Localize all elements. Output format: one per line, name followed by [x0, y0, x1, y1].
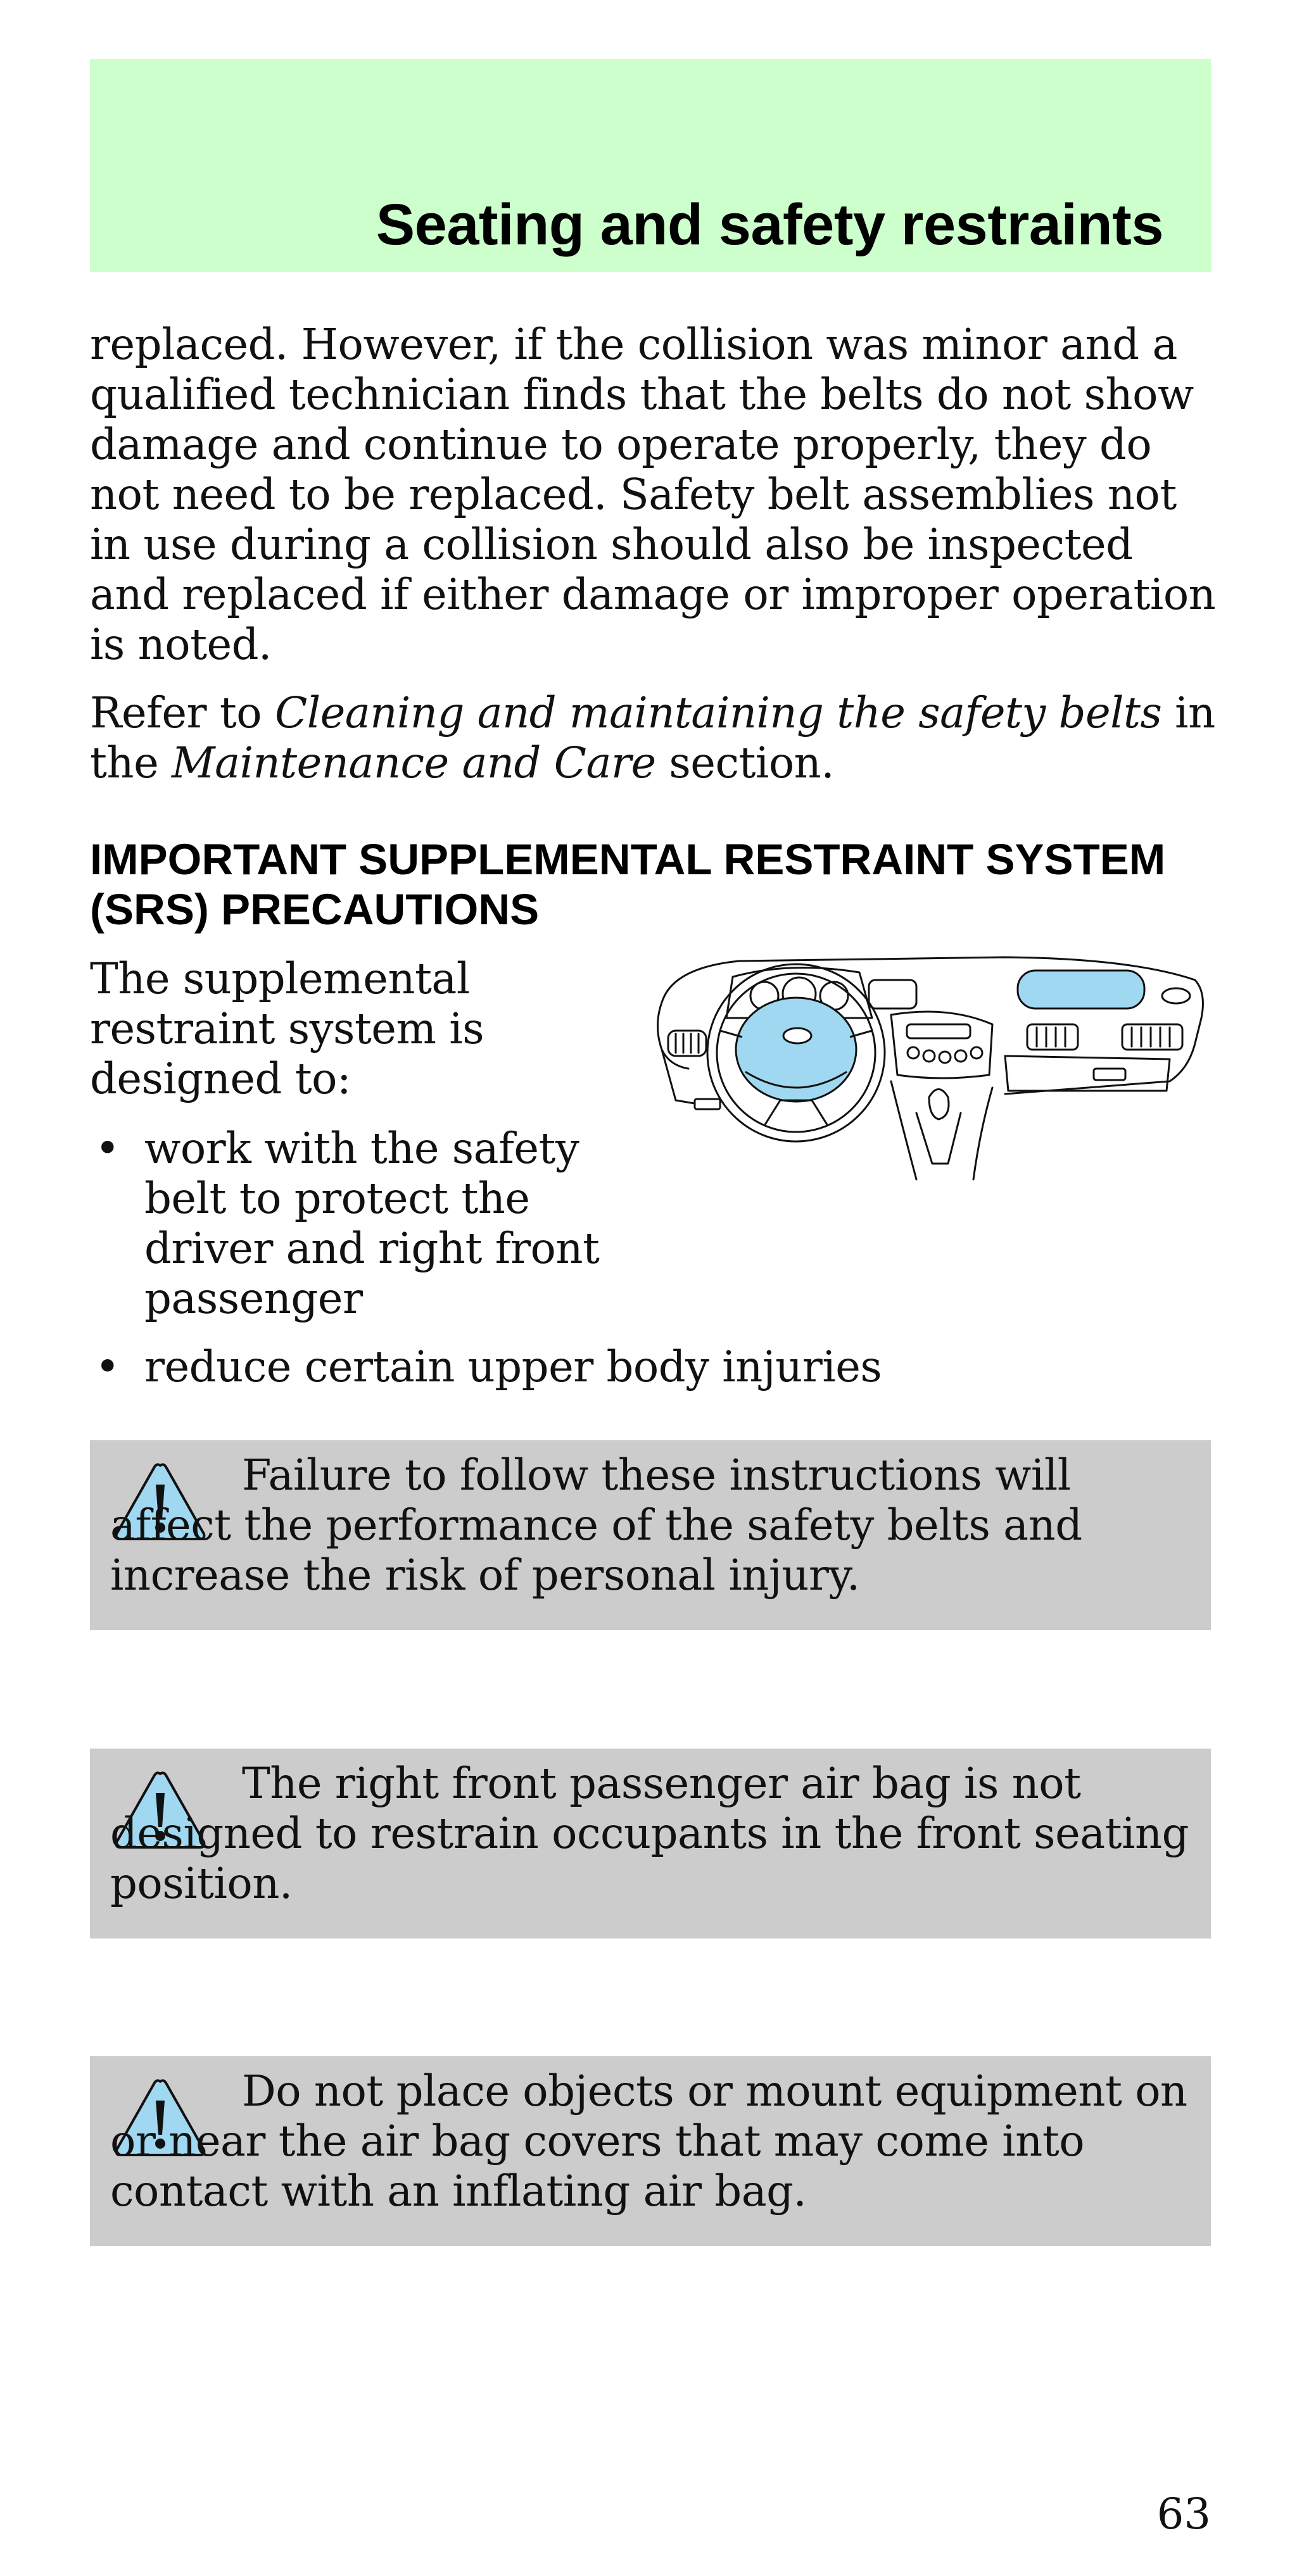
- body-paragraph-replacement: replaced. However, if the collision was minor and a qualified technician finds that the belts do not show damage and continue to operate properly, they do not need to be replaced. Safety belt assemblies not in use during a collision should also be inspected and replaced if either damage or improper operation is noted.: [90, 320, 1216, 669]
- warning-box: [90, 1749, 1211, 1938]
- warning-text: Do not place objects or mount equipment on or near the air bag covers that may come into contact with an inflating air bag.: [110, 2066, 1187, 2216]
- section-title: Seating and safety restraints: [376, 192, 1163, 257]
- reference-cleaning-topic: Cleaning and maintaining the safety belts: [274, 688, 1162, 738]
- section-header-band: [90, 59, 1211, 272]
- reference-middle: in the: [90, 688, 1215, 788]
- dashboard-airbag-illustration: [650, 955, 1206, 1181]
- srs-intro-text: The supplemental restraint system is designed to:: [90, 954, 484, 1103]
- bullet-icon: •: [95, 1342, 120, 1392]
- warning-text: Failure to follow these instructions will affect the performance of the safety belts and increase the risk of personal injury.: [110, 1450, 1082, 1600]
- srs-precautions-heading: IMPORTANT SUPPLEMENTAL RESTRAINT SYSTEM (SRS) PRECAUTIONS: [90, 835, 1166, 934]
- list-item-text: reduce certain upper body injuries: [144, 1342, 882, 1392]
- warning-box: [90, 2056, 1211, 2246]
- reference-maintenance-section: Maintenance and Care: [172, 738, 656, 788]
- body-paragraph-reference: [90, 688, 1217, 788]
- bullet-icon: •: [95, 1124, 120, 1173]
- reference-suffix: section.: [655, 738, 835, 788]
- page-number: 63: [1156, 2489, 1211, 2539]
- list-item-text: work with the safety belt to protect the driver and right front passenger: [144, 1124, 600, 1323]
- reference-prefix: Refer to: [90, 688, 275, 738]
- list-item: [90, 1342, 977, 1392]
- warning-box: [90, 1440, 1211, 1630]
- warning-text: The right front passenger air bag is not designed to restrain occupants in the front seating position.: [110, 1759, 1189, 1908]
